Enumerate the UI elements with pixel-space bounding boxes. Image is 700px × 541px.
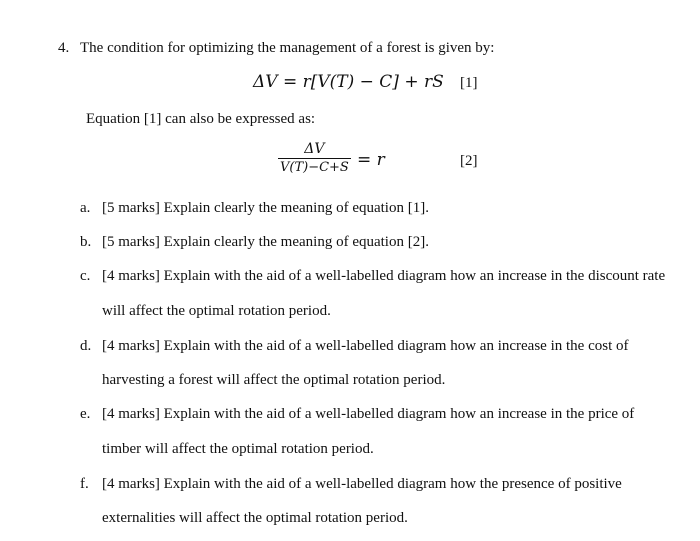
equation-2-rhs: = r (357, 150, 385, 170)
part-c-text-line-1: [4 marks] Explain with the aid of a well-labelled diagram how an increase in the discount rate (102, 268, 666, 284)
part-a-marker: a. (80, 200, 91, 216)
equation-1-tag: [1] (460, 75, 478, 91)
part-b-text: [5 marks] Explain clearly the meaning of equation [2]. (102, 234, 429, 250)
part-c-text-line-2: will affect the optimal rotation period. (102, 303, 331, 319)
equation-2-numerator: ΔV (304, 141, 325, 157)
equation-1: ΔV = r[V(T) − C] + rS (253, 72, 444, 92)
equation-restate-text: Equation [1] can also be expressed as: (86, 111, 316, 127)
part-b-marker: b. (80, 234, 92, 250)
part-d-text-line-2: harvesting a forest will affect the optimal rotation period. (102, 372, 446, 388)
part-f-text-line-2: externalities will affect the optimal rotation period. (102, 510, 408, 526)
part-c-marker: c. (80, 268, 91, 284)
equation-2-tag: [2] (460, 153, 478, 169)
equation-2-denominator: V(T)−C+S (280, 160, 349, 175)
equation-2-fraction (278, 141, 351, 176)
part-d-text-line-1: [4 marks] Explain with the aid of a well-labelled diagram how an increase in the cost of (102, 338, 629, 354)
part-e-text-line-2: timber will affect the optimal rotation period. (102, 441, 374, 457)
part-d-marker: d. (80, 338, 92, 354)
question-intro: The condition for optimizing the management of a forest is given by: (80, 40, 495, 56)
part-e-marker: e. (80, 406, 91, 422)
part-f-marker: f. (80, 476, 89, 492)
question-number: 4. (58, 40, 70, 56)
part-a-text: [5 marks] Explain clearly the meaning of equation [1]. (102, 200, 429, 216)
part-f-text-line-1: [4 marks] Explain with the aid of a well-labelled diagram how the presence of positive (102, 476, 622, 492)
part-e-text-line-1: [4 marks] Explain with the aid of a well-labelled diagram how an increase in the price of (102, 406, 635, 422)
